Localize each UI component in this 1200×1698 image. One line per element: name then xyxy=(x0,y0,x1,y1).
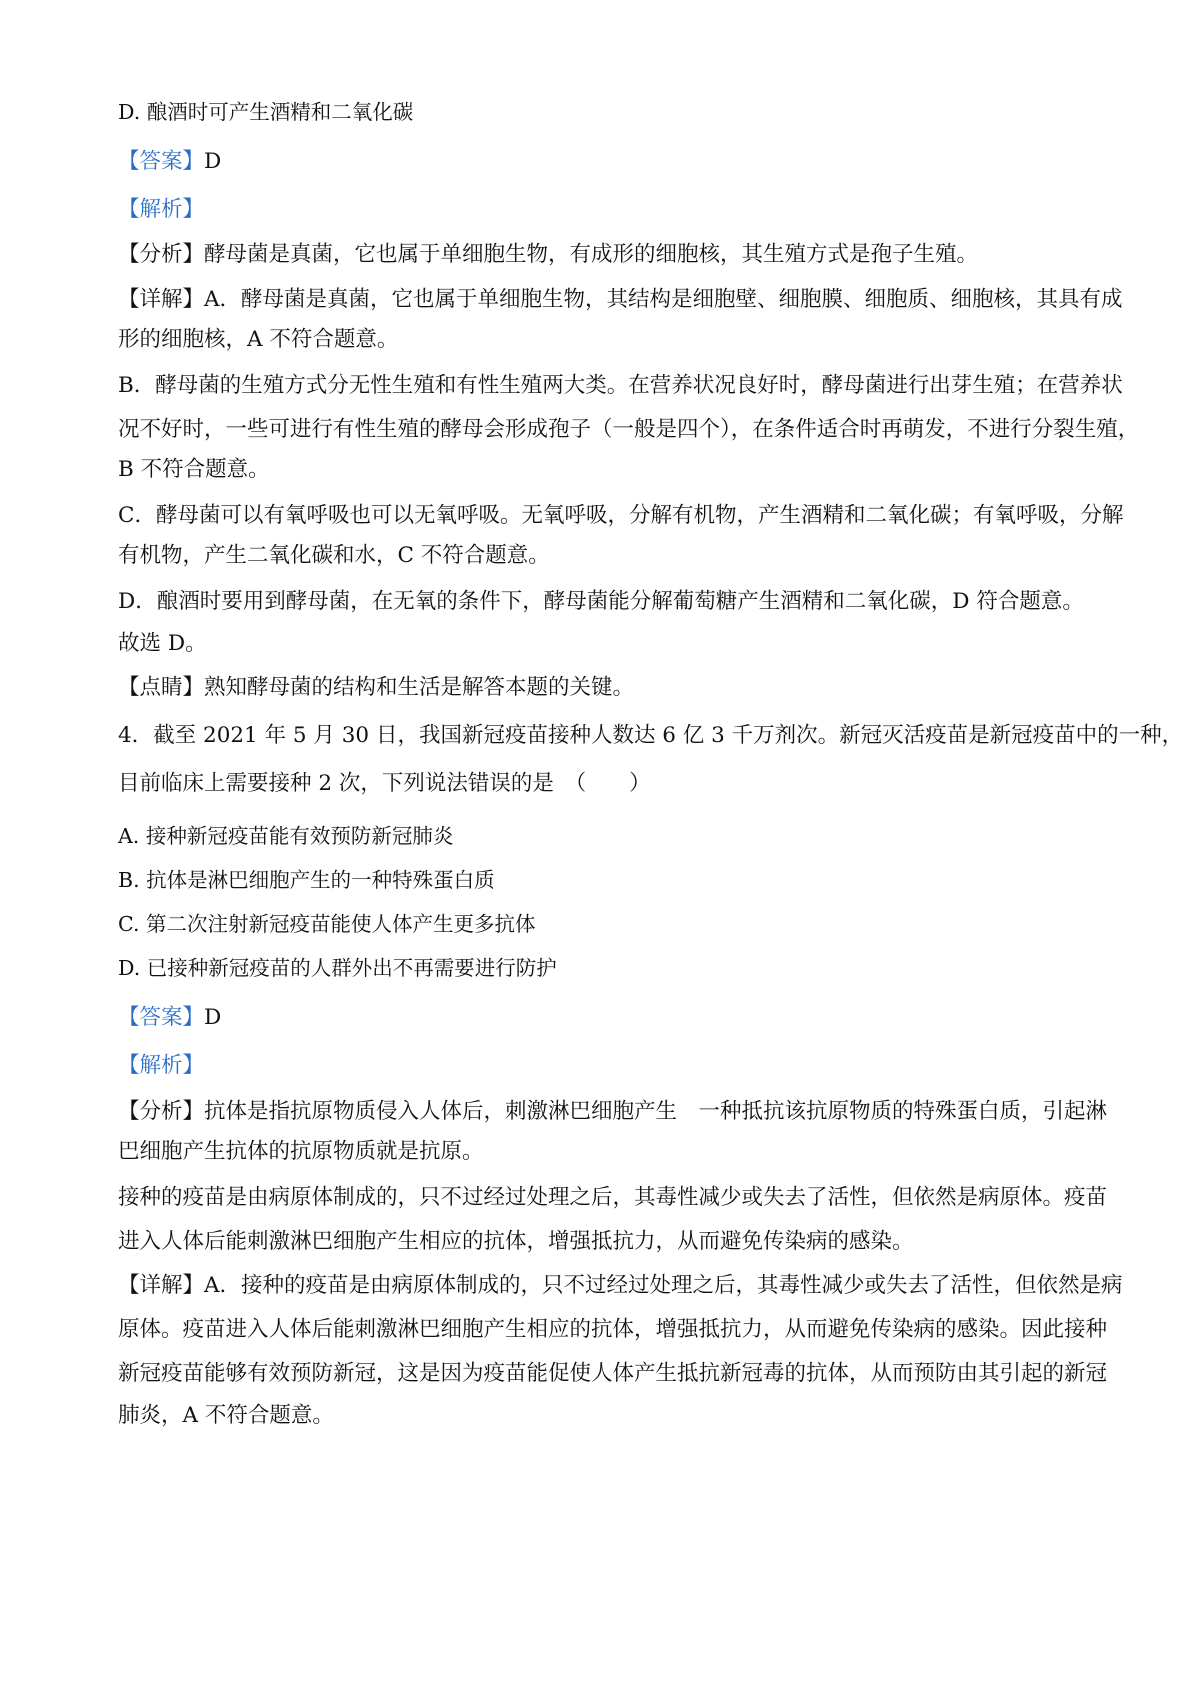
detail-c-line-1: C．酵母菌可以有氧呼吸也可以无氧呼吸。无氧呼吸，分解有机物，产生酒精和二氧化碳；有氧呼吸，分解 xyxy=(118,503,1124,528)
detail-line-3: 新冠疫苗能够有效预防新冠，这是因为疫苗能促使人体产生抵抗新冠毒的抗体，从而预防由其引起的新冠 xyxy=(118,1361,1108,1386)
detail-b-line-1: B．酵母菌的生殖方式分无性生殖和有性生殖两大类。在营养状况良好时，酵母菌进行出芽生殖；在营养状 xyxy=(118,373,1123,398)
detail-line-2: 原体。疫苗进入人体后能刺激淋巴细胞产生相应的抗体，增强抵抗力，从而避免传染病的感染。因此接种 xyxy=(118,1317,1108,1342)
answer-line-q4 xyxy=(118,1004,1100,1032)
detail-b-line-3: B 不符合题意。 xyxy=(118,457,270,482)
analysis-line-2: 巴细胞产生抗体的抗原物质就是抗原。 xyxy=(118,1139,484,1164)
option-c: C. 第二次注射新冠疫苗能使人体产生更多抗体 xyxy=(118,912,536,936)
detail-b-line-2: 况不好时，一些可进行有性生殖的酵母会形成孢子（一般是四个），在条件适合时再萌发，不进行分裂生殖， xyxy=(118,417,1140,442)
detail-line-4: 肺炎，A 不符合题意。 xyxy=(118,1403,334,1428)
question-4-stem-line-2: 目前临床上需要接种 2 次，下列说法错误的是 （ ） xyxy=(118,771,651,796)
detail-a-line-1: 【详解】A．酵母菌是真菌，它也属于单细胞生物，其结构是细胞壁、细胞膜、细胞质、细胞核，其具有成 xyxy=(118,287,1123,312)
jiexi-tag-q4: 【解析】 xyxy=(118,1053,205,1078)
answer-tag: 【答案】 xyxy=(118,149,205,174)
paragraph-line-1: 接种的疫苗是由病原体制成的，只不过经过处理之后，其毒性减少或失去了活性，但依然是病原体。疫苗 xyxy=(118,1185,1108,1210)
detail-line-1: 【详解】A．接种的疫苗是由病原体制成的，只不过经过处理之后，其毒性减少或失去了活性，但依然是病 xyxy=(118,1273,1123,1298)
answer-line xyxy=(118,148,1100,176)
detail-a-line-2: 形的细胞核，A 不符合题意。 xyxy=(118,327,399,352)
answer-value: D xyxy=(204,1005,222,1030)
answer-tag: 【答案】 xyxy=(118,1005,205,1030)
option-b: B. 抗体是淋巴细胞产生的一种特殊蛋白质 xyxy=(118,868,495,892)
jiexi-tag: 【解析】 xyxy=(118,197,205,222)
detail-d-line: D．酿酒时要用到酵母菌，在无氧的条件下，酵母菌能分解葡萄糖产生酒精和二氧化碳，D 符合题意。 xyxy=(118,589,1084,614)
question-4-stem-line-1: 4．截至 2021 年 5 月 30 日，我国新冠疫苗接种人数达 6 亿 3 千万剂次。新冠灭活疫苗是新冠疫苗中的一种， xyxy=(118,723,1184,748)
option-d: D. 已接种新冠疫苗的人群外出不再需要进行防护 xyxy=(118,956,557,980)
analysis-line: 【分析】酵母菌是真菌，它也属于单细胞生物，有成形的细胞核，其生殖方式是孢子生殖。 xyxy=(118,242,979,267)
answer-value: D xyxy=(204,149,222,174)
note-line: 【点睛】熟知酵母菌的结构和生活是解答本题的关键。 xyxy=(118,675,635,700)
option-a: A. 接种新冠疫苗能有效预防新冠肺炎 xyxy=(118,824,454,848)
paragraph-line-2: 进入人体后能刺激淋巴细胞产生相应的抗体，增强抵抗力，从而避免传染病的感染。 xyxy=(118,1229,914,1254)
analysis-line-1: 【分析】抗体是指抗原物质侵入人体后，刺激淋巴细胞产生 一种抵抗该抗原物质的特殊蛋白质，引起淋 xyxy=(118,1099,1108,1124)
detail-c-line-2: 有机物，产生二氧化碳和水，C 不符合题意。 xyxy=(118,543,550,568)
choose-line: 故选 D。 xyxy=(118,631,207,656)
option-d-line: D. 酿酒时可产生酒精和二氧化碳 xyxy=(118,100,414,124)
